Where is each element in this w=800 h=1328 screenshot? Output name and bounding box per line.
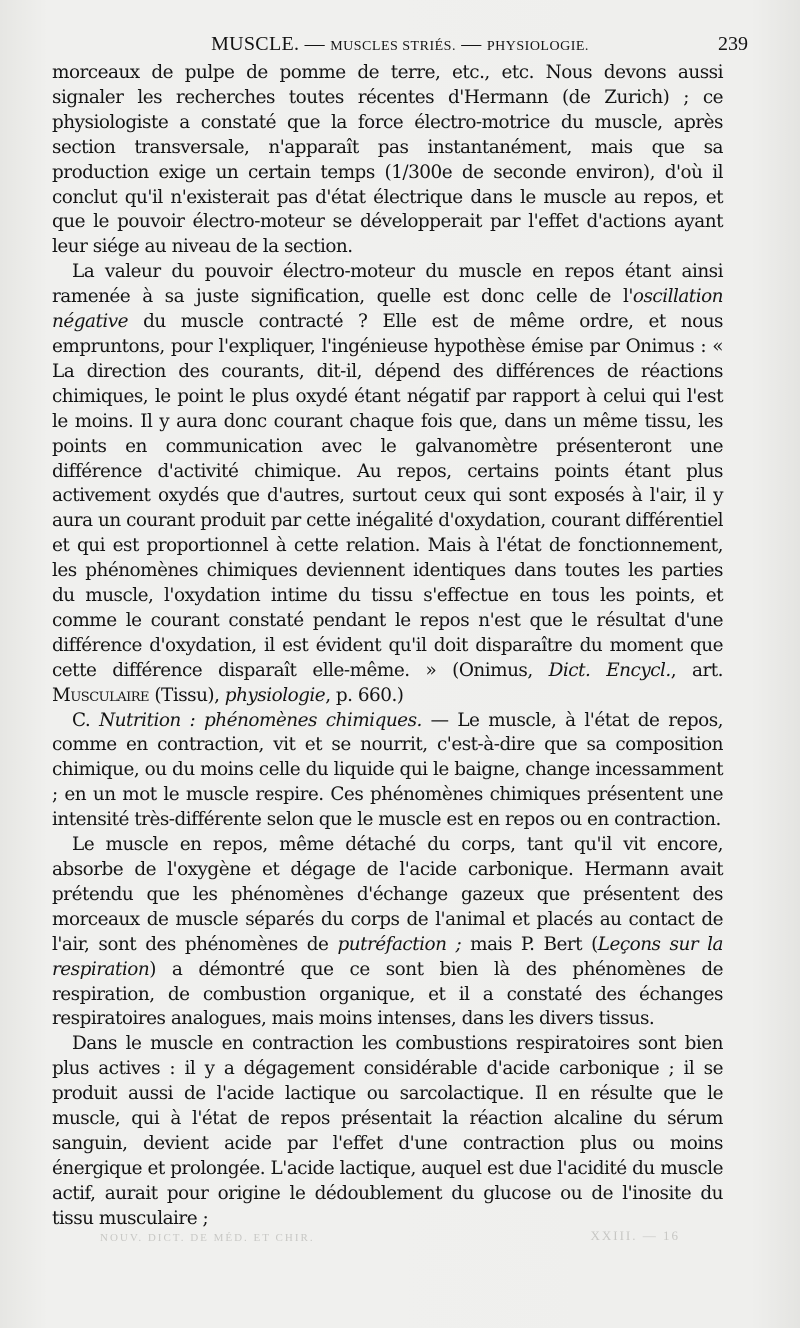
main-text	[52, 61, 723, 1232]
paragraph-text: mais P. Bert (	[461, 933, 598, 955]
paragraph-text: — Le muscle, à l'état de repos, comme en contraction, vit et se nourrit, c'est-à-dire que sa composition chimique, ou du moins celle du liquide qui le baigne, change incessamment ; en un mot le muscle respire. Ces phénomènes chimiques présentent une intensité très-différente selon que le muscle est en repos ou en contraction.	[52, 709, 723, 831]
italic-term: oscillation négative	[52, 286, 723, 333]
paragraph-4	[52, 833, 723, 1032]
paragraph-5	[52, 1032, 723, 1231]
signature-left: NOUV. DICT. DE MÉD. ET CHIR.	[100, 1232, 315, 1244]
citation-work: Dict. Encycl.	[548, 659, 671, 681]
paragraph-3	[52, 709, 723, 834]
citation-entry: Musculaire	[52, 684, 150, 706]
paragraph-text: morceaux de pulpe de pomme de terre, etc., etc. Nous devons aussi signaler les recherches toutes récentes d'Hermann (de Zurich) ; ce physiologiste a constaté que la force électro-motrice du muscle, après section transversale, n'apparaît pas instantanément, mais que sa production exige un certain temps (1/300e de seconde environ), d'où il conclut qu'il n'existerait pas d'état électrique dans le muscle au repos, et que le pouvoir électro-moteur se développerait par l'effet d'actions ayant leur siége au niveau de la section.	[52, 62, 723, 258]
running-head-separator: —	[299, 33, 331, 55]
running-head	[52, 30, 748, 61]
citation-work: Leçons sur la respiration	[52, 933, 723, 980]
paragraph-text: La valeur du pouvoir électro-moteur du muscle en repos étant ainsi ramenée à sa juste signification, quelle est donc celle de l'	[52, 261, 723, 308]
running-head-separator: —	[455, 33, 487, 55]
running-head-section: MUSCLES STRIÉS.	[330, 39, 456, 54]
paragraph-text: du muscle contracté ? Elle est de même ordre, et nous empruntons, pour l'expliquer, l'ingénieuse hypothèse émise par Onimus : « La direction des courants, dit-il, dépend des différences de réactions chimiques, le point le plus oxydé étant négatif par rapport à celui qui l'est le moins. Il y aura donc courant chaque fois que, dans un même tissu, les points en communication avec le galvanomètre présenteront une différence d'activité chimique. Au repos, certains points étant plus activement oxydés que d'autres, surtout ceux qui sont exposés à l'air, il y aura un courant produit par cette inégalité d'oxydation, courant différentiel et qui est proportionnel à cette relation. Mais à l'état de fonctionnement, les phénomènes chimiques deviennent identiques dans toutes les parties du muscle, l'oxydation intime du tissu s'effectue en tous les points, et comme le courant constaté pendant le repos n'est que le résultat d'une différence d'oxydation, il est évident qu'il doit disparaître du moment que cette différence disparaît elle-même. » (Onimus,	[52, 311, 723, 681]
paragraph-text: Le muscle en repos, même détaché du corps, tant qu'il vit encore, absorbe de l'oxygène et dégage de l'acide carbonique. Hermann avait prétendu que les phénomènes d'échange gazeux que présentent des morceaux de muscle séparés du corps de l'animal et placés au contact de l'air, sont des phénomènes de	[52, 834, 723, 955]
running-header	[52, 30, 748, 58]
signature-right: XXIII. — 16	[590, 1228, 680, 1243]
paragraph-text: ) a démontré que ce sont bien là des phénomènes de respiration, de combustion organique, et il a constaté des échanges respiratoires analogues, mais moins intenses, dans les divers tissus.	[52, 958, 723, 1030]
italic-term: putréfaction ;	[337, 933, 462, 955]
paragraph-text: Dans le muscle en contraction les combustions respiratoires sont bien plus actives : il y a dégagement considérable d'acide carbonique ; il se produit aussi de l'acide lactique ou sarcolactique. Il en résulte que le muscle, qui à l'état de repos présentait la réaction alcaline du sérum sanguin, devient acide par l'effet d'une contraction plus ou moins énergique et prolongée. L'acide lactique, auquel est due l'acidité du muscle actif, aurait pour origine le dédoublement du glucose ou de l'inosite du tissu musculaire ;	[52, 1033, 723, 1229]
section-label: C.	[72, 709, 91, 731]
citation-page: , p. 660.)	[325, 684, 404, 706]
section-title: Nutrition : phénomènes chimiques.	[99, 709, 422, 731]
citation-text: , art.	[670, 659, 723, 681]
print-signature	[100, 1228, 680, 1250]
paragraph-2	[52, 260, 723, 708]
citation-text: (Tissu),	[149, 684, 225, 706]
running-head-main: MUSCLE.	[211, 33, 300, 55]
citation-section: physiologie	[224, 684, 326, 706]
running-head-subject: PHYSIOLOGIE.	[486, 39, 589, 54]
page-number: 239	[718, 33, 748, 55]
paragraph-1	[52, 61, 723, 260]
